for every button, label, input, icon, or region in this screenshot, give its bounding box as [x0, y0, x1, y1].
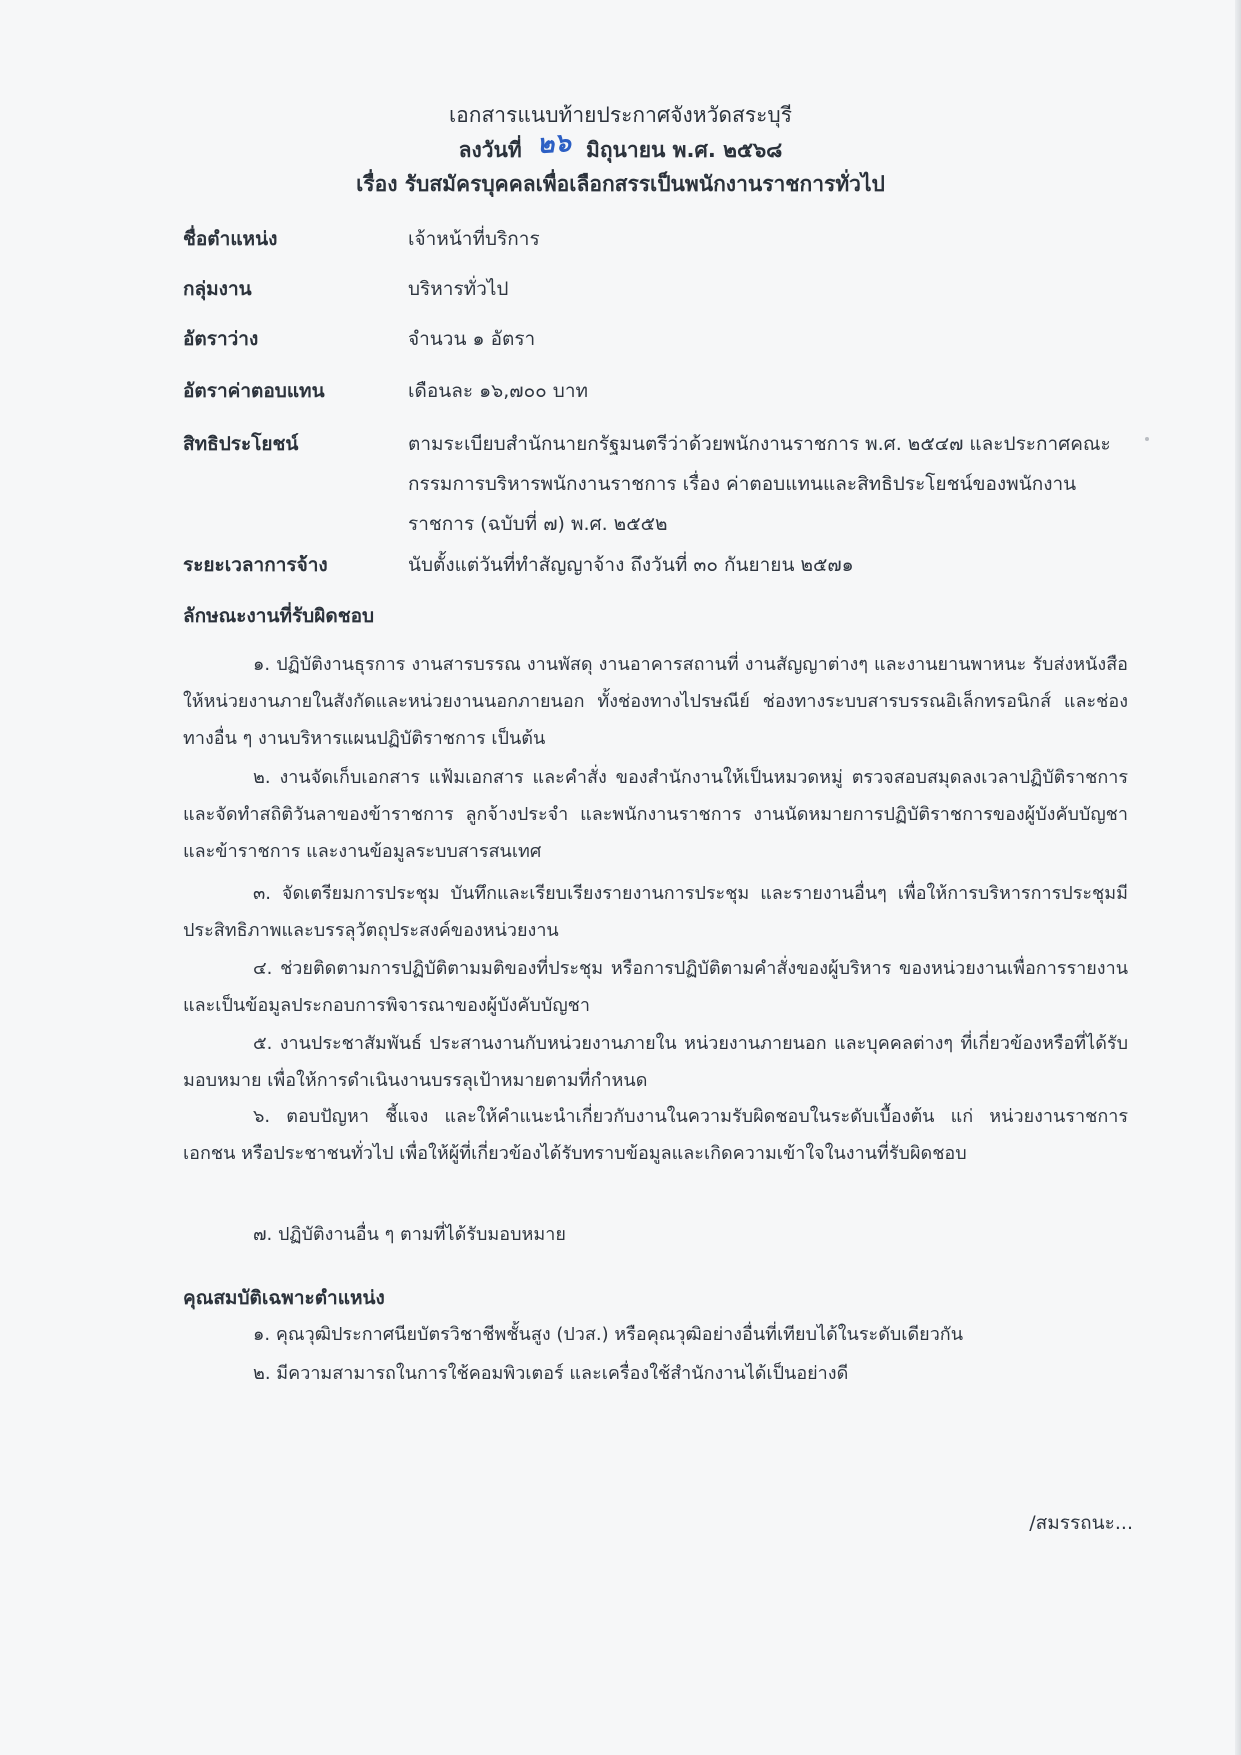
detail-value: เดือนละ ๑๖,๗๐๐ บาท	[408, 380, 589, 402]
duties-title: ลักษณะงานที่รับผิดชอบ	[183, 605, 375, 627]
handwritten-day: ๒๖	[536, 127, 572, 161]
detail-value: จำนวน ๑ อัตรา	[408, 328, 536, 350]
detail-label: สิทธิประโยชน์	[183, 433, 299, 455]
detail-value: บริหารทั่วไป	[408, 278, 509, 300]
duty-item: ๔. ช่วยติดตามการปฏิบัติตามมติของที่ประชุม หรือการปฏิบัติตามคำสั่งของผู้บริหาร ของหน่วยงานเพื่อการรายงานและเป็นข้อมูลประกอบการพิจารณาของผู้บังคับบัญชา	[183, 958, 1128, 1016]
duty-item: ๓. จัดเตรียมการประชุม บันทึกและเรียบเรียงรายงานการประชุม และรายงานอื่นๆ เพื่อให้การบริหารการประชุมมีประสิทธิภาพและบรรลุวัตถุประสงค์ของหน่วยงาน	[183, 883, 1128, 941]
duty-item: ๒. งานจัดเก็บเอกสาร แฟ้มเอกสาร และคำสั่ง ของสำนักงานให้เป็นหมวดหมู่ ตรวจสอบสมุดลงเวลาปฏิบัติราชการ และจัดทำสถิติวันลาของข้าราชการ ลูกจ้างประจำ และพนักงานราชการ งานนัดหมายการปฏิบัติราชการของผู้บังคับบัญชาและข้าราชการ และงานข้อมูลระบบสารสนเทศ	[183, 767, 1128, 862]
qualification-item: ๑. คุณวุฒิประกาศนียบัตรวิชาชีพชั้นสูง (ปวส.) หรือคุณวุฒิอย่างอื่นที่เทียบได้ในระดับเดียวกัน	[253, 1324, 964, 1345]
attachment-title: เอกสารแนบท้ายประกาศจังหวัดสระบุรี	[448, 103, 793, 127]
duty-item: ๕. งานประชาสัมพันธ์ ประสานงานกับหน่วยงานภายใน หน่วยงานภายนอก และบุคคลต่างๆ ที่เกี่ยวข้องหรือที่ได้รับมอบหมาย เพื่อให้การดำเนินงานบรรลุเป้าหมายตามที่กำหนด	[183, 1033, 1128, 1091]
document-subject: เรื่อง รับสมัครบุคคลเพื่อเลือกสรรเป็นพนักงานราชการทั่วไป	[356, 172, 885, 196]
qualification-item: ๒. มีความสามารถในการใช้คอมพิวเตอร์ และเครื่องใช้สำนักงานได้เป็นอย่างดี	[253, 1363, 849, 1384]
detail-label: ชื่อตำแหน่ง	[183, 228, 278, 250]
detail-label: อัตราค่าตอบแทน	[183, 380, 325, 402]
qualifications-title: คุณสมบัติเฉพาะตำแหน่ง	[183, 1287, 385, 1309]
document-header	[0, 98, 1241, 201]
date-suffix: มิถุนายน พ.ศ. ๒๕๖๘	[586, 138, 783, 162]
duty-item: ๑. ปฏิบัติงานธุรการ งานสารบรรณ งานพัสดุ งานอาคารสถานที่ งานสัญญาต่างๆ และงานยานพาหนะ รับส่งหนังสือให้หน่วยงานภายในสังกัดและหน่วยงานนอกภายนอก ทั้งช่องทางไปรษณีย์ ช่องทางระบบสารบรรณอิเล็กทรอนิกส์ และช่องทางอื่น ๆ งานบริหารแผนปฏิบัติราชการ เป็นต้น	[183, 654, 1128, 749]
detail-label: อัตราว่าง	[183, 328, 259, 350]
detail-label: ระยะเวลาการจ้าง	[183, 554, 328, 576]
document-date	[0, 127, 1241, 167]
detail-label: กลุ่มงาน	[183, 278, 252, 300]
continuation-note: /สมรรถนะ...	[1029, 1512, 1133, 1534]
detail-value: ตามระเบียบสำนักนายกรัฐมนตรีว่าด้วยพนักงานราชการ พ.ศ. ๒๕๔๗ และประกาศคณะกรรมการบริหารพนักงานราชการ เรื่อง ค่าตอบแทนและสิทธิประโยชน์ของพนักงานราชการ (ฉบับที่ ๗) พ.ศ. ๒๕๕๒	[408, 433, 1111, 535]
date-prefix: ลงวันที่	[458, 138, 522, 162]
detail-value: นับตั้งแต่วันที่ทำสัญญาจ้าง ถึงวันที่ ๓๐ กันยายน ๒๕๗๑	[408, 554, 854, 576]
detail-value: เจ้าหน้าที่บริการ	[408, 228, 540, 250]
scan-speck	[1145, 437, 1149, 441]
duty-item: ๖. ตอบปัญหา ชี้แจง และให้คำแนะนำเกี่ยวกับงานในความรับผิดชอบในระดับเบื้องต้น แก่ หน่วยงานราชการ เอกชน หรือประชาชนทั่วไป เพื่อให้ผู้ที่เกี่ยวข้องได้รับทราบข้อมูลและเกิดความเข้าใจในงานที่รับผิดชอบ	[183, 1106, 1128, 1164]
page-edge	[1235, 0, 1241, 1755]
duty-item: ๗. ปฏิบัติงานอื่น ๆ ตามที่ได้รับมอบหมาย	[253, 1224, 566, 1245]
